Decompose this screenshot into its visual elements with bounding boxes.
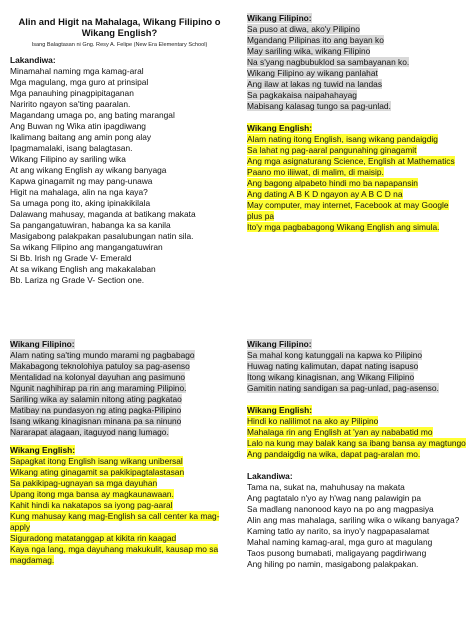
verse-line <box>247 156 466 167</box>
verse-line <box>247 90 466 101</box>
poem-section-round-two <box>0 310 237 620</box>
verse-line <box>10 77 229 88</box>
poem-section-closing <box>237 310 474 620</box>
verse-line <box>10 500 229 511</box>
verse-line-text: Sa pakikipag-ugnayan sa mga dayuhan <box>10 478 158 488</box>
verse-line-text: Alin ang mas mahalaga, sariling wika o wikang banyaga? <box>247 515 460 525</box>
document-title: Alin and Higit na Mahalaga, Wikang Filipino o Wikang English? <box>18 16 221 38</box>
verse-line <box>10 176 229 187</box>
verse-line <box>10 467 229 478</box>
verse-line <box>10 275 229 286</box>
verse-line <box>247 167 466 178</box>
verse-line-text: Sa pangangatuwiran, habanga ka sa kanila <box>10 220 171 230</box>
verse-line-text: Gamitin nating sandigan sa pag-unlad, pag-asenso. <box>247 383 439 393</box>
verse-line-text: Wikang ating ginagamit sa pakikipagtalastasan <box>10 467 185 477</box>
speaker-heading <box>247 339 466 350</box>
verse-line <box>247 145 466 156</box>
verse-line <box>10 264 229 275</box>
verse-line-text: Kahit hindi ka nakatapos sa iyong pag-aaral <box>10 500 173 510</box>
verse-line-text: Ang dating A B K D ngayon ay A B C D na <box>247 189 403 199</box>
verse-line <box>247 493 466 504</box>
verse-line-text: Ang Buwan ng Wika atin ipagdiwang <box>10 121 146 131</box>
verse-line <box>247 548 466 559</box>
verse-line <box>10 121 229 132</box>
verse-line <box>247 427 466 438</box>
verse-line <box>247 504 466 515</box>
verse-line-text: Sapagkat itong English isang wikang unibersal <box>10 456 183 466</box>
verse-line <box>247 134 466 145</box>
verse-line <box>247 449 466 460</box>
verse-line <box>247 515 466 526</box>
verse-line <box>247 416 466 427</box>
verse-line-text: Sa puso at diwa, ako'y Pilipino <box>247 24 360 34</box>
verse-line <box>247 372 466 383</box>
verse-line <box>10 478 229 489</box>
verse-line-text: Taos pusong bumabati, maligayang pagdiriwang <box>247 548 427 558</box>
verse-line <box>247 537 466 548</box>
heading-text: Wikang Filipino: <box>10 339 75 349</box>
verse-line <box>10 209 229 220</box>
verse-line <box>10 165 229 176</box>
verse-line <box>247 438 466 449</box>
verse-line <box>10 220 229 231</box>
heading-text: Wikang Filipino: <box>247 13 312 23</box>
verse-line-text: plus pa <box>247 211 275 221</box>
verse-line <box>10 456 229 467</box>
verse-line <box>247 482 466 493</box>
verse-line-text: May sariling wika, wikang Filipino <box>247 46 371 56</box>
verse-line-text: Wikang Filipino ay sariling wika <box>10 154 126 164</box>
heading-text: Wikang Filipino: <box>247 339 312 349</box>
verse-line <box>10 110 229 121</box>
speaker-heading <box>10 339 229 350</box>
verse-line <box>10 88 229 99</box>
verse-line-text: Mentalidad na kolonyal dayuhan ang pasimuno <box>10 372 186 382</box>
verse-line-text: Mahalaga rin ang English at 'yan ay nababatid mo <box>247 427 433 437</box>
verse-line-text: Ipagmamalaki, isang balagtasan. <box>10 143 133 153</box>
verse-block <box>247 416 466 460</box>
verse-line <box>247 79 466 90</box>
verse-line-text: At sa wikang English ang makakalaban <box>10 264 156 274</box>
verse-line-text: magdamag. <box>10 555 55 565</box>
verse-line <box>247 178 466 189</box>
verse-line-text: Ang hiling po namin, masigabong palakpakan. <box>247 559 419 569</box>
verse-line <box>10 511 229 522</box>
verse-line-text: At ang wikang English ay wikang banyaga <box>10 165 167 175</box>
verse-line-text: Ang mga asignaturang Science, English at Mathematics <box>247 156 455 166</box>
heading-text: Wikang English: <box>247 405 313 415</box>
verse-line-text: Ang ilaw at lakas ng tuwid na landas <box>247 79 383 89</box>
verse-line <box>247 46 466 57</box>
verse-line-text: Mahal naming kamag-aral, mga guro at magulang <box>247 537 433 547</box>
verse-line <box>10 383 229 394</box>
verse-line-text: Dalawang mahusay, maganda at batikang makata <box>10 209 196 219</box>
verse-line <box>10 66 229 77</box>
verse-line-text: Bb. Lariza ng Grade V- Section one. <box>10 275 145 285</box>
verse-line-text: apply <box>10 522 31 532</box>
speaker-heading <box>10 445 229 456</box>
verse-line <box>10 416 229 427</box>
verse-line <box>247 559 466 570</box>
verse-line-text: Si Bb. Irish ng Grade V- Emerald <box>10 253 132 263</box>
heading-text: Wikang English: <box>10 445 76 455</box>
verse-line-text: Matibay na pundasyon ng ating pagka-Pilipino <box>10 405 182 415</box>
verse-line-text: Wikang Filipino ay wikang panlahat <box>247 68 378 78</box>
verse-line <box>247 211 466 222</box>
verse-line-text: Ang pagtatalo n'yo ay h'wag nang palawigin pa <box>247 493 422 503</box>
verse-line <box>10 143 229 154</box>
verse-line-text: Tama na, sukat na, mahuhusay na makata <box>247 482 405 492</box>
verse-line-text: Ito'y mga pagbabagong Wikang English ang simula. <box>247 222 440 232</box>
poem-section-round-one <box>237 0 474 310</box>
heading-text: Wikang English: <box>247 123 313 133</box>
verse-line-text: May computer, may internet, Facebook at may Google <box>247 200 449 210</box>
verse-block <box>247 350 466 394</box>
verse-line <box>247 35 466 46</box>
verse-line-text: Siguradong matatanggap at kikita rin kaagad <box>10 533 177 543</box>
verse-line <box>10 533 229 544</box>
verse-line <box>247 101 466 112</box>
verse-line <box>10 187 229 198</box>
verse-line <box>10 132 229 143</box>
verse-line-text: Alam nating sa'ting mundo marami ng pagbabago <box>10 350 195 360</box>
verse-line-text: Mabisang kalasag tungo sa pag-unlad. <box>247 101 391 111</box>
verse-line <box>247 350 466 361</box>
verse-line-text: Huwag nating kalimutan, dapat nating isapuso <box>247 361 419 371</box>
verse-line-text: Magandang umaga po, ang bating marangal <box>10 110 175 120</box>
verse-block <box>247 482 466 570</box>
verse-line-text: Sa lahat ng pag-aaral pangunahing ginagamit <box>247 145 417 155</box>
verse-line <box>10 198 229 209</box>
verse-line <box>247 383 466 394</box>
verse-line-text: Mga panauhing pinagpipitaganan <box>10 88 134 98</box>
verse-line <box>10 489 229 500</box>
verse-line-text: Ngunit naghihirap pa rin ang maraming Pilipino. <box>10 383 187 393</box>
verse-block <box>10 456 229 566</box>
verse-line-text: Naririto ngayon sa'ting paaralan. <box>10 99 131 109</box>
verse-block <box>247 24 466 112</box>
verse-line-text: Sa mahal kong katunggali na kapwa ko Pilipino <box>247 350 423 360</box>
verse-line-text: Mgandang Pilipinas ito ang bayan ko <box>247 35 384 45</box>
speaker-heading <box>247 123 466 134</box>
verse-line-text: Sa pagkakaisa naipahahayag <box>247 90 357 100</box>
verse-line-text: Paano mo iliiwat, di malim, di maisip. <box>247 167 384 177</box>
verse-line <box>10 99 229 110</box>
verse-line-text: Higit na mahalaga, alin na nga kaya? <box>10 187 148 197</box>
verse-line <box>10 231 229 242</box>
verse-line <box>247 57 466 68</box>
verse-block <box>10 350 229 438</box>
verse-line-text: Ang pandaigdig na wika, dapat pag-aralan mo. <box>247 449 421 459</box>
verse-line <box>247 200 466 211</box>
verse-line-text: Sa wikang Filipino ang mangangatuwiran <box>10 242 163 252</box>
verse-line-text: Ikalimang baitang ang amin pong alay <box>10 132 152 142</box>
verse-line-text: Mga magulang, mga guro at prinsipal <box>10 77 149 87</box>
verse-line <box>10 372 229 383</box>
verse-line-text: Sa madlang nanonood kayo na po ang magpasiya <box>247 504 434 514</box>
verse-line-text: Kapwa ginagamit ng may pang-unawa <box>10 176 153 186</box>
verse-line <box>10 427 229 438</box>
verse-block <box>247 134 466 233</box>
verse-line-text: Na s'yang nagbubuklod sa sambayanan ko. <box>247 57 410 67</box>
verse-line <box>10 394 229 405</box>
verse-line-text: Kaming tatlo ay narito, sa inyo'y nagpapasalamat <box>247 526 430 536</box>
verse-block <box>10 66 229 286</box>
verse-line-text: Sa umaga pong ito, aking ipinakikilala <box>10 198 151 208</box>
verse-line <box>247 68 466 79</box>
speaker-heading <box>247 405 466 416</box>
verse-line-text: Masigabong palakpakan pasalubungan natin sila. <box>10 231 194 241</box>
verse-line-text: Kung mahusay kang mag-English sa call center ka mag- <box>10 511 220 521</box>
verse-line-text: Makabagong teknolohiya patuloy sa pag-asenso <box>10 361 190 371</box>
verse-line <box>10 522 229 533</box>
verse-line-text: Sariling wika ay salamin nitong ating pagkatao <box>10 394 182 404</box>
verse-line-text: Alam nating itong English, isang wikang pandaigdig <box>247 134 438 144</box>
verse-line <box>247 189 466 200</box>
verse-line <box>10 154 229 165</box>
verse-line <box>247 222 466 233</box>
verse-line-text: Upang itong mga bansa ay magkaunawaan. <box>10 489 174 499</box>
verse-line <box>10 544 229 555</box>
verse-line-text: Lalo na kung may balak kang sa ibang bansa ay magtungo <box>247 438 466 448</box>
verse-line <box>10 242 229 253</box>
verse-line-text: Itong wikang kinagisnan, ang Wikang Filipino <box>247 372 415 382</box>
verse-line <box>10 405 229 416</box>
verse-line-text: Isang wikang kinagisnan minana pa sa ninuno <box>10 416 182 426</box>
speaker-heading: Lakandiwa: <box>247 471 293 481</box>
verse-line-text: Hindi ko nalilimot na ako ay Pilipino <box>247 416 379 426</box>
poem-section-intro <box>0 0 237 310</box>
author-byline: Isang Balagtasan ni Gng. Resy A. Felipe (New Era Elementary School) <box>31 42 208 48</box>
speaker-heading: Lakandiwa: <box>10 55 56 65</box>
verse-line-text: Ang bagong alpabeto hindi mo ba napapansin <box>247 178 418 188</box>
verse-line-text: Nararapat alagaan, itaguyod nang lumago. <box>10 427 169 437</box>
verse-line-text: Kaya nga lang, mga dayuhang makukulit, kausap mo sa <box>10 544 219 554</box>
verse-line <box>247 24 466 35</box>
verse-line-text: Minamahal naming mga kamag-aral <box>10 66 144 76</box>
speaker-heading <box>247 13 466 24</box>
verse-line <box>247 526 466 537</box>
verse-line <box>10 253 229 264</box>
verse-line <box>10 350 229 361</box>
verse-line <box>10 555 229 566</box>
verse-line <box>10 361 229 372</box>
verse-line <box>247 361 466 372</box>
